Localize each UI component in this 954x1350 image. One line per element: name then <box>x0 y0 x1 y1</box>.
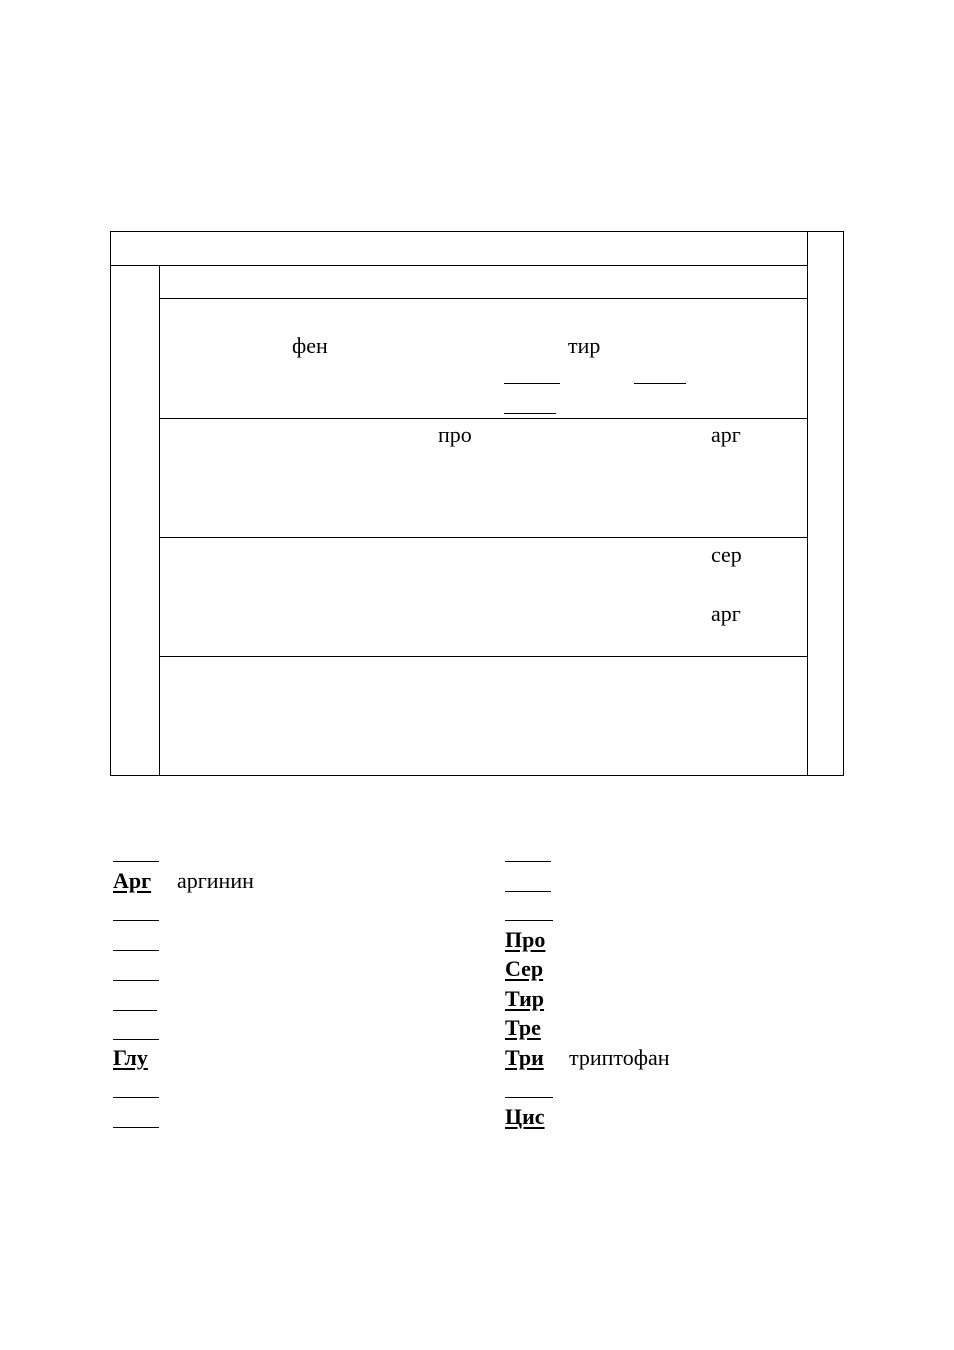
legend-blank-right-2 <box>505 920 553 921</box>
legend-abbr-pro: Про <box>505 927 546 952</box>
legend-abbr-glu: Глу <box>113 1045 148 1070</box>
legend-abbr-tre: Тре <box>505 1015 541 1040</box>
table-blank-line-2 <box>634 383 686 384</box>
table-row-divider-1 <box>159 418 808 419</box>
legend-abbr-arg: Арг <box>113 868 152 893</box>
legend-blank-left-6 <box>113 1097 159 1098</box>
legend-abbr-tri: Три <box>505 1045 544 1070</box>
legend-name-arginin: аргинин <box>177 868 254 893</box>
legend-blank-left-3 <box>113 980 159 981</box>
legend-abbr-ser: Сер <box>505 956 544 981</box>
legend-blank-right-1 <box>505 891 551 892</box>
legend-blank-right-3 <box>505 1097 553 1098</box>
legend-blank-left-2 <box>113 950 159 951</box>
table-blank-line-1 <box>504 383 560 384</box>
table-cell-arg: арг <box>711 422 741 447</box>
table-left-column-divider <box>159 265 160 776</box>
legend-blank-left-5 <box>113 1039 159 1040</box>
legend-abbr-cis: Цис <box>505 1104 545 1129</box>
table-right-column-divider <box>807 231 808 776</box>
table-row-divider-3 <box>159 656 808 657</box>
table-cell-arg-2: арг <box>711 601 741 626</box>
table-cell-fen: фен <box>292 333 328 358</box>
table-border-left <box>110 231 111 776</box>
legend-blank-left-0 <box>113 861 159 862</box>
legend-blank-left-7 <box>113 1127 159 1128</box>
table-border-bottom <box>110 775 844 776</box>
table-border-top <box>110 231 844 232</box>
legend-blank-left-4 <box>113 1010 157 1011</box>
table-subheader-divider <box>159 298 808 299</box>
table-cell-tir: тир <box>568 333 601 358</box>
table-cell-pro: про <box>438 422 472 447</box>
legend-blank-right-0 <box>505 861 551 862</box>
legend-name-triptofan: триптофан <box>569 1045 670 1070</box>
table-header-divider <box>110 265 808 266</box>
table-border-right <box>843 231 844 776</box>
legend-abbr-tir: Тир <box>505 986 545 1011</box>
table-cell-ser: сер <box>711 542 742 567</box>
table-blank-line-3 <box>504 413 556 414</box>
table-row-divider-2 <box>159 537 808 538</box>
legend-blank-left-1 <box>113 920 159 921</box>
